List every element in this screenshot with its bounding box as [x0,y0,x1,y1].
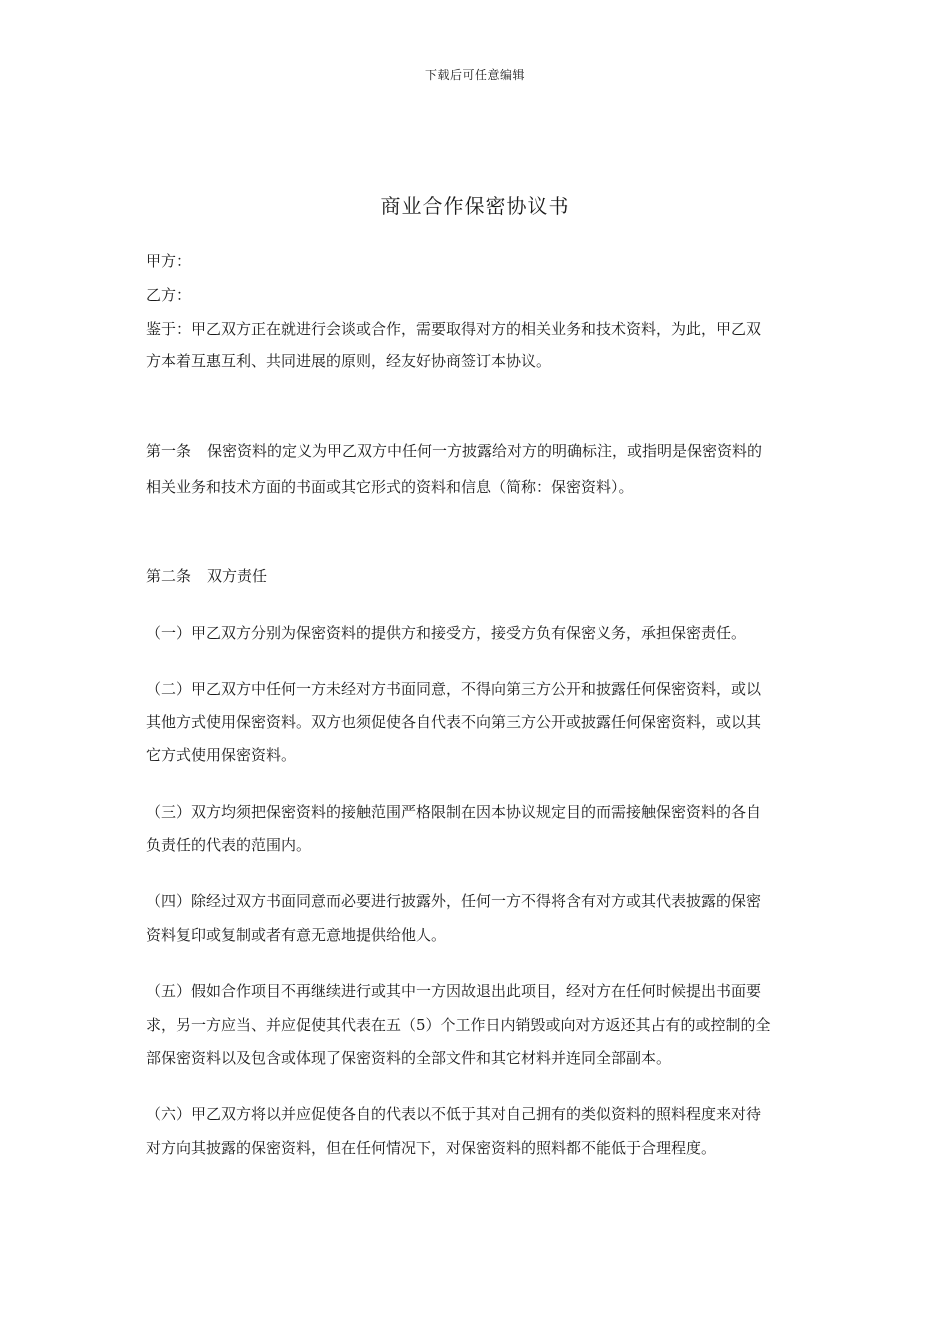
article-1-line [146,436,806,466]
clause-line: 它方式使用保密资料。 [146,746,297,764]
clause-line: （五）假如合作项目不再继续进行或其中一方因故退出此项目，经对方在任何时候提出书面要 [146,982,762,1000]
recital-line: 方本着互惠互利、共同进展的原则，经友好协商签订本协议。 [146,352,552,370]
article-1-line: 相关业务和技术方面的书面或其它形式的资料和信息（简称：保密资料）。 [146,478,634,496]
article-1-number: 第一条 [146,442,192,460]
clause-line: 对方向其披露的保密资料，但在任何情况下，对保密资料的照料都不能低于合理程度。 [146,1139,717,1157]
clause-line: （四）除经过双方书面同意而必要进行披露外，任何一方不得将含有对方或其代表披露的保密 [146,892,762,910]
header-note: 下载后可任意编辑 [424,68,525,82]
clause-line: 其他方式使用保密资料。双方也须促使各自代表不向第三方公开或披露任何保密资料，或以其 [146,713,762,731]
party-a-label: 甲方： [146,252,192,270]
clause-line: （三）双方均须把保密资料的接触范围严格限制在因本协议规定目的而需接触保密资料的各自 [146,803,762,821]
article-2-number: 第二条 [146,567,192,585]
clause-line: （一）甲乙双方分别为保密资料的提供方和接受方，接受方负有保密义务，承担保密责任。 [146,624,747,642]
clause-line: 求，另一方应当、并应促使其代表在五（5）个工作日内销毁或向对方返还其占有的或控制的全 [146,1016,771,1034]
clause-line: 资料复印或复制或者有意无意地提供给他人。 [146,926,447,944]
party-b-label: 乙方： [146,286,192,304]
article-1-text: 保密资料的定义为甲乙双方中任何一方披露给对方的明确标注，或指明是保密资料的 [207,442,763,460]
clause-line: （六）甲乙双方将以并应促使各自的代表以不低于其对自己拥有的类似资料的照料程度来对待 [146,1105,762,1123]
clause-line: 部保密资料以及包含或体现了保密资料的全部文件和其它材料并连同全部副本。 [146,1049,672,1067]
article-2-heading: 双方责任 [207,567,268,585]
article-2-heading-line [146,561,806,591]
document-title: 商业合作保密协议书 [380,194,570,218]
recital-line: 鉴于：甲乙双方正在就进行会谈或合作，需要取得对方的相关业务和技术资料，为此，甲乙双 [146,320,762,338]
clause-line: （二）甲乙双方中任何一方未经对方书面同意，不得向第三方公开和披露任何保密资料，或以 [146,680,762,698]
clause-line: 负责任的代表的范围内。 [146,836,312,854]
